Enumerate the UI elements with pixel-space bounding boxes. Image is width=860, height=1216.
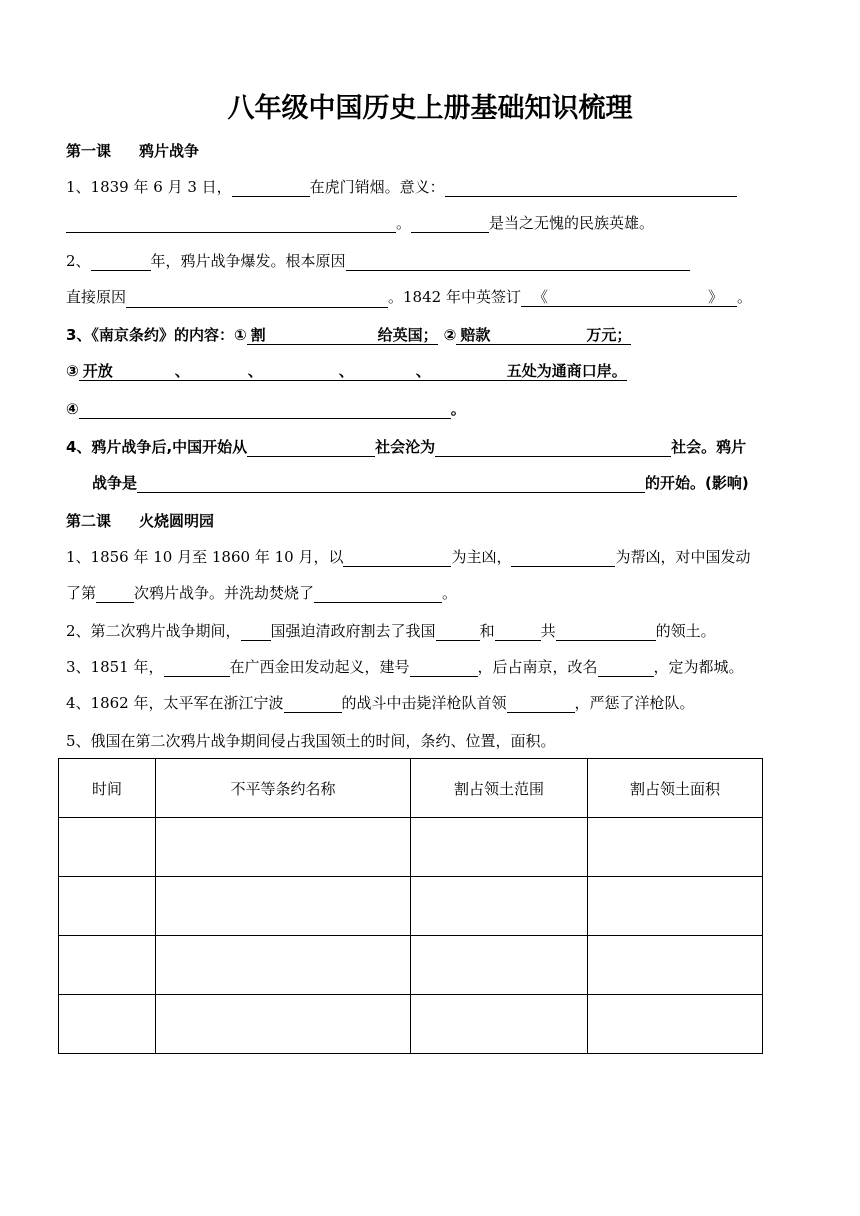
blank-line[interactable] (511, 550, 615, 567)
q-text: 在虎门销烟。意义： (309, 178, 445, 196)
table-cell[interactable] (588, 877, 763, 936)
lesson2-number: 第二课 (66, 512, 112, 530)
table-cell[interactable] (59, 818, 156, 877)
q-text: 次鸦片战争。并洗劫焚烧了 (134, 584, 315, 602)
table-cell[interactable] (588, 936, 763, 995)
table-cell[interactable] (588, 995, 763, 1054)
col-header-range: 割占领土范围 (411, 759, 588, 818)
q-text: 3、《南京条约》的内容：① (66, 326, 247, 344)
lesson1-q3-line3 (66, 399, 466, 419)
blank-line[interactable] (126, 291, 388, 308)
q-text: 。1842 年中英签订 (388, 288, 521, 306)
lesson2-name: 火烧圆明园 (139, 512, 215, 530)
q-text: ，严惩了洋枪队。 (574, 694, 695, 712)
q-text: 《 (532, 288, 548, 306)
q-text: 是当之无愧的民族英雄。 (489, 214, 655, 232)
blank-line[interactable] (436, 624, 480, 641)
q-text: 割 (250, 326, 266, 344)
blank-line[interactable] (164, 660, 230, 677)
q-text: 了第 (66, 584, 97, 602)
lesson1-q2-line2 (66, 287, 752, 308)
q-text: 4、鸦片战争后,中国开始从 (66, 438, 248, 456)
blank-line[interactable] (91, 254, 151, 271)
q-text: 。 (450, 400, 466, 418)
q-text: 》 (707, 288, 723, 306)
lesson2-heading (66, 511, 214, 531)
lesson1-q1-line1 (66, 177, 737, 197)
table-cell[interactable] (156, 818, 411, 877)
col-header-area: 割占领土面积 (588, 759, 763, 818)
lesson1-q3-line2 (66, 361, 627, 381)
lesson2-q1-line1 (66, 547, 750, 567)
table-row (59, 818, 763, 877)
q-text: 赔款 (460, 326, 491, 344)
table-cell[interactable] (156, 877, 411, 936)
table-cell[interactable] (411, 936, 588, 995)
q-text: 的战斗中击毙洋枪队首领 (341, 694, 507, 712)
lesson1-q1-line2 (66, 213, 654, 233)
lesson2-q5: 5、俄国在第二次鸦片战争期间侵占我国领土的时间，条约、位置，面积。 (66, 732, 556, 750)
blank-line[interactable] (346, 254, 690, 271)
table-cell[interactable] (59, 936, 156, 995)
blank-line[interactable] (232, 180, 310, 197)
lesson1-q4-line2 (92, 473, 749, 493)
table-cell[interactable] (411, 818, 588, 877)
q-text: 为主凶， (451, 548, 512, 566)
blank-line[interactable] (96, 586, 134, 603)
blank-line[interactable] (241, 624, 271, 641)
table-cell[interactable] (411, 877, 588, 936)
q-text: 年，鸦片战争爆发。根本原因 (150, 252, 346, 270)
blank-line[interactable] (435, 440, 671, 457)
lesson2-q2 (66, 621, 716, 641)
q-text: 。 (396, 214, 412, 232)
q-text: 、 (338, 362, 354, 380)
q-text: 开放 (82, 362, 113, 380)
q-text: 给英国； (377, 326, 438, 344)
table-row (59, 995, 763, 1054)
lesson1-name: 鸦片战争 (139, 142, 200, 160)
blank-line[interactable] (314, 586, 442, 603)
blank-line[interactable] (410, 660, 478, 677)
q-text: 3、1851 年， (66, 658, 164, 676)
q-text: 在广西金田发动起义，建号 (229, 658, 410, 676)
q-text: 1、1839 年 6 月 3 日， (66, 178, 232, 196)
table-cell[interactable] (156, 936, 411, 995)
table-cell[interactable] (156, 995, 411, 1054)
col-header-treaty: 不平等条约名称 (156, 759, 411, 818)
blank-line[interactable] (411, 216, 489, 233)
q-text: 的领土。 (655, 622, 716, 640)
blank-line[interactable] (495, 624, 541, 641)
q-text: ② (443, 326, 457, 344)
page-title: 八年级中国历史上册基础知识梳理 (227, 93, 633, 124)
q-text: 社会。鸦片 (671, 438, 747, 456)
q-text: ，后占南京，改名 (477, 658, 598, 676)
q-text: 直接原因 (66, 288, 127, 306)
lesson1-q3-line1 (66, 325, 631, 345)
blank-line[interactable] (66, 216, 396, 233)
table-cell[interactable] (588, 818, 763, 877)
table-header-row (59, 759, 763, 818)
q-text: 社会沦为 (375, 438, 436, 456)
q-text: 、 (247, 362, 263, 380)
blank-line[interactable] (79, 402, 451, 419)
blank-line[interactable] (343, 550, 451, 567)
blank-line[interactable] (284, 696, 342, 713)
q-text: 、 (174, 362, 190, 380)
territory-table (58, 758, 763, 1054)
q-text: 和 (479, 622, 495, 640)
q-text: 万元； (586, 326, 632, 344)
q-text: 国强迫清政府割去了我国 (270, 622, 436, 640)
table-cell[interactable] (411, 995, 588, 1054)
q-text: 2、 (66, 252, 91, 270)
q-text: ③ (66, 362, 79, 380)
q-text: 战争是 (92, 474, 138, 492)
q-text: 共 (540, 622, 556, 640)
lesson1-q4-line1 (66, 437, 746, 457)
blank-line[interactable] (556, 624, 656, 641)
blank-line[interactable] (445, 180, 737, 197)
blank-line[interactable] (137, 476, 645, 493)
col-header-time: 时间 (59, 759, 156, 818)
q-text: ，定为都城。 (653, 658, 744, 676)
q-text: 2、第二次鸦片战争期间， (66, 622, 241, 640)
blank-line[interactable] (247, 440, 375, 457)
lesson1-q2-line1 (66, 251, 690, 271)
lesson2-q3 (66, 657, 744, 677)
table-cell[interactable] (59, 995, 156, 1054)
table-row (59, 936, 763, 995)
q-text: 。 (737, 288, 753, 306)
lesson1-number: 第一课 (66, 142, 112, 160)
q-text: 。 (442, 584, 458, 602)
lesson2-q4 (66, 693, 695, 713)
q-text: 、 (415, 362, 431, 380)
table-cell[interactable] (59, 877, 156, 936)
q-text: ④ (66, 400, 79, 418)
q-text: 4、1862 年，太平军在浙江宁波 (66, 694, 284, 712)
q-text: 五处为通商口岸。 (506, 362, 627, 380)
q-text: 为帮凶，对中国发动 (615, 548, 751, 566)
table-row (59, 877, 763, 936)
blank-line[interactable] (598, 660, 654, 677)
lesson1-heading (66, 141, 199, 161)
lesson2-q1-line2 (66, 583, 457, 603)
blank-line[interactable] (507, 696, 575, 713)
q-text: 的开始。(影响) (645, 474, 749, 492)
q-text: 1、1856 年 10 月至 1860 年 10 月，以 (66, 548, 344, 566)
